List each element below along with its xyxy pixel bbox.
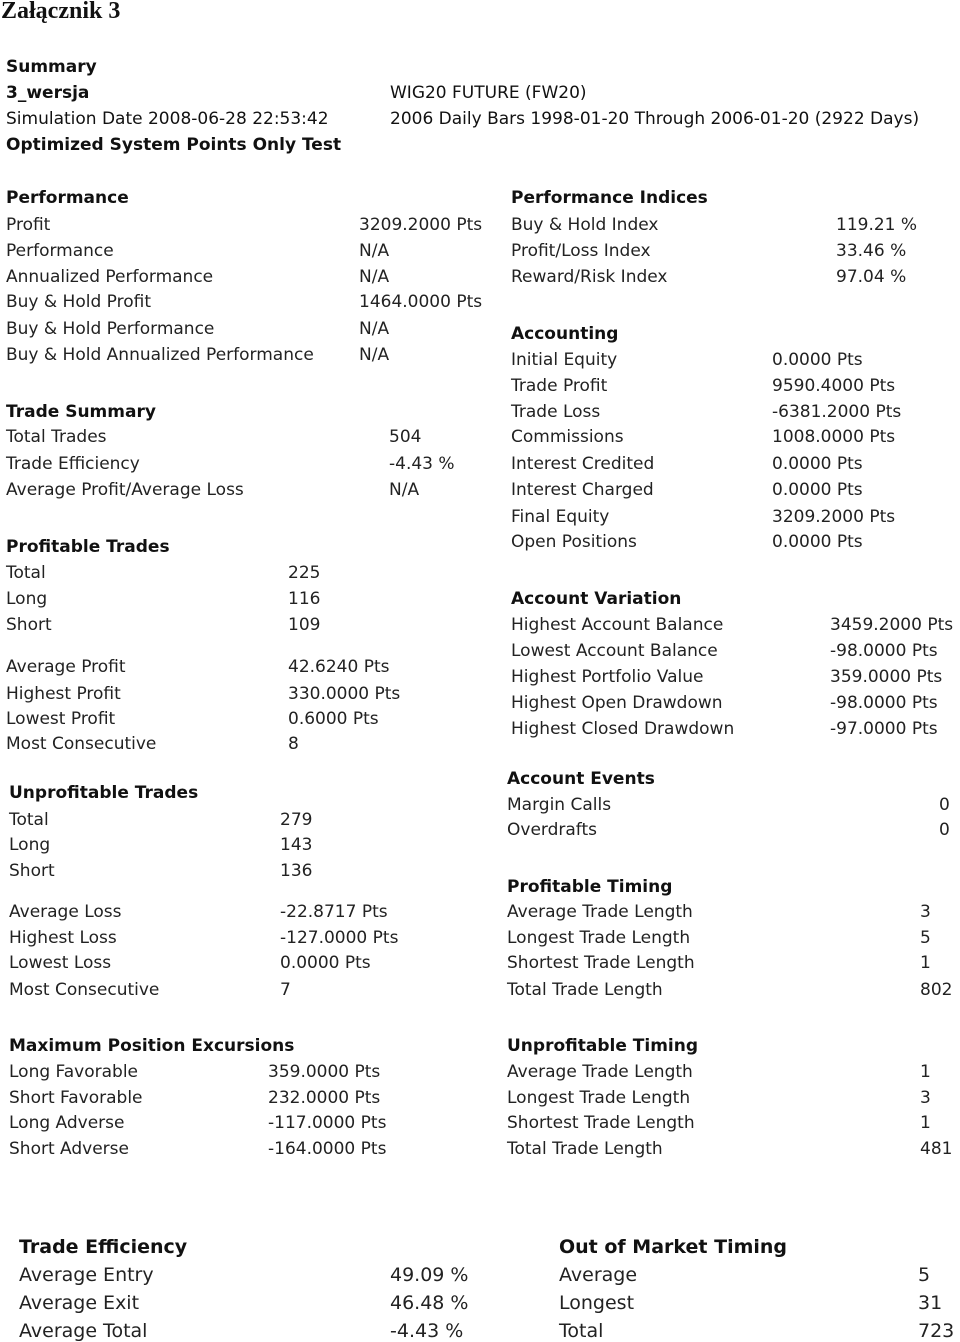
row-label: Profit/Loss Index (511, 241, 651, 261)
row-label: Average Trade Length (507, 1062, 693, 1082)
row-value: N/A (389, 480, 420, 500)
row-value: 0 (939, 795, 950, 815)
out-of-market-timing-header: Out of Market Timing (559, 1236, 788, 1258)
row-label: Lowest Loss (9, 953, 112, 973)
row-value: 1008.0000 Pts (772, 427, 896, 447)
row-value: 279 (280, 810, 313, 830)
row-label: Total Trade Length (507, 980, 663, 1000)
row-value: 5 (918, 1264, 931, 1286)
row-value: 0.0000 Pts (280, 953, 371, 973)
row-value: 0.0000 Pts (772, 454, 863, 474)
row-value: -127.0000 Pts (280, 928, 399, 948)
row-label: Lowest Account Balance (511, 641, 718, 661)
row-value: 0.6000 Pts (288, 709, 379, 729)
summary-header: Summary (6, 57, 97, 77)
row-value: -97.0000 Pts (830, 719, 938, 739)
row-label: Average Trade Length (507, 902, 693, 922)
account-variation-header: Account Variation (511, 589, 682, 609)
simulation-date: Simulation Date 2008-06-28 22:53:42 (6, 109, 329, 129)
row-label: Highest Closed Drawdown (511, 719, 735, 739)
row-label: Buy & Hold Performance (6, 319, 215, 339)
bars-range: 2006 Daily Bars 1998-01-20 Through 2006-01-20 (2922 Days) (390, 109, 920, 129)
row-label: Long (6, 589, 48, 609)
row-label: Buy & Hold Annualized Performance (6, 345, 314, 365)
row-value: 504 (389, 427, 422, 447)
row-value: 3209.2000 Pts (359, 215, 483, 235)
row-value: 3459.2000 Pts (830, 615, 954, 635)
row-label: Short (9, 861, 55, 881)
row-label: Longest Trade Length (507, 1088, 691, 1108)
row-label: Total (559, 1320, 604, 1342)
row-value: 330.0000 Pts (288, 684, 401, 704)
row-label: Total Trade Length (507, 1139, 663, 1159)
row-value: N/A (359, 267, 390, 287)
row-value: 481 (920, 1139, 953, 1159)
accounting-header: Accounting (511, 324, 619, 344)
row-value: 1464.0000 Pts (359, 292, 483, 312)
row-value: N/A (359, 241, 390, 261)
row-label: Annualized Performance (6, 267, 214, 287)
row-value: 1 (920, 953, 931, 973)
row-value: 7 (280, 980, 291, 1000)
row-label: Trade Profit (511, 376, 608, 396)
row-label: Total Trades (6, 427, 107, 447)
unprofitable-trades-header: Unprofitable Trades (9, 783, 199, 803)
row-label: Trade Efficiency (6, 454, 140, 474)
row-label: Shortest Trade Length (507, 953, 695, 973)
row-value: 723 (918, 1320, 955, 1342)
row-value: -117.0000 Pts (268, 1113, 387, 1133)
row-value: 1 (920, 1113, 931, 1133)
row-value: -98.0000 Pts (830, 641, 938, 661)
performance-header: Performance (6, 188, 129, 208)
row-value: 232.0000 Pts (268, 1088, 381, 1108)
row-label: Average Exit (19, 1292, 140, 1314)
row-value: -22.8717 Pts (280, 902, 388, 922)
row-value: -6381.2000 Pts (772, 402, 902, 422)
row-value: 802 (920, 980, 953, 1000)
max-position-excursions-header: Maximum Position Excursions (9, 1036, 295, 1056)
row-label: Final Equity (511, 507, 610, 527)
row-label: Average Profit (6, 657, 126, 677)
row-label: Trade Loss (511, 402, 601, 422)
row-label: Initial Equity (511, 350, 618, 370)
row-value: N/A (359, 345, 390, 365)
row-label: Highest Profit (6, 684, 121, 704)
row-label: Margin Calls (507, 795, 612, 815)
row-value: 33.46 % (836, 241, 907, 261)
row-value: 3209.2000 Pts (772, 507, 896, 527)
row-label: Buy & Hold Profit (6, 292, 152, 312)
profitable-trades-header: Profitable Trades (6, 537, 170, 557)
row-label: Commissions (511, 427, 624, 447)
row-value: 9590.4000 Pts (772, 376, 896, 396)
row-label: Overdrafts (507, 820, 597, 840)
row-value: 119.21 % (836, 215, 918, 235)
row-label: Shortest Trade Length (507, 1113, 695, 1133)
row-value: 42.6240 Pts (288, 657, 390, 677)
row-value: 136 (280, 861, 313, 881)
row-label: Total (6, 563, 46, 583)
instrument-name: WIG20 FUTURE (FW20) (390, 83, 587, 103)
row-value: 359.0000 Pts (830, 667, 943, 687)
row-value: 0 (939, 820, 950, 840)
row-value: 3 (920, 902, 931, 922)
row-value: 0.0000 Pts (772, 350, 863, 370)
row-label: Short Adverse (9, 1139, 129, 1159)
row-label: Average Loss (9, 902, 122, 922)
row-label: Average Profit/Average Loss (6, 480, 244, 500)
row-value: 3 (920, 1088, 931, 1108)
row-label: Interest Credited (511, 454, 655, 474)
row-label: Longest Trade Length (507, 928, 691, 948)
row-label: Average Entry (19, 1264, 154, 1286)
row-value: 359.0000 Pts (268, 1062, 381, 1082)
row-label: Most Consecutive (6, 734, 157, 754)
row-label: Reward/Risk Index (511, 267, 668, 287)
row-value: N/A (359, 319, 390, 339)
row-label: Buy & Hold Index (511, 215, 659, 235)
row-label: Profit (6, 215, 51, 235)
row-value: 31 (918, 1292, 943, 1314)
row-label: Highest Portfolio Value (511, 667, 704, 687)
row-label: Long (9, 835, 51, 855)
row-value: 46.48 % (390, 1292, 469, 1314)
document-title: Załącznik 3 (1, 0, 121, 24)
row-value: 0.0000 Pts (772, 480, 863, 500)
account-events-header: Account Events (507, 769, 655, 789)
row-value: 1 (920, 1062, 931, 1082)
row-value: 225 (288, 563, 321, 583)
row-value: -98.0000 Pts (830, 693, 938, 713)
row-value: 97.04 % (836, 267, 907, 287)
row-label: Short Favorable (9, 1088, 143, 1108)
row-label: Long Adverse (9, 1113, 125, 1133)
row-label: Total (9, 810, 49, 830)
row-value: 49.09 % (390, 1264, 469, 1286)
row-label: Most Consecutive (9, 980, 160, 1000)
row-label: Long Favorable (9, 1062, 139, 1082)
row-value: 143 (280, 835, 313, 855)
row-label: Average Total (19, 1320, 148, 1342)
row-value: -164.0000 Pts (268, 1139, 387, 1159)
row-value: -4.43 % (390, 1320, 464, 1342)
row-label: Average (559, 1264, 638, 1286)
row-label: Lowest Profit (6, 709, 116, 729)
row-label: Highest Loss (9, 928, 117, 948)
row-value: -4.43 % (389, 454, 455, 474)
trade-efficiency-header: Trade Efficiency (19, 1236, 188, 1258)
row-label: Longest (559, 1292, 635, 1314)
row-label: Performance (6, 241, 114, 261)
row-label: Highest Account Balance (511, 615, 724, 635)
row-label: Interest Charged (511, 480, 654, 500)
row-label: Open Positions (511, 532, 637, 552)
row-label: Short (6, 615, 52, 635)
row-label: Highest Open Drawdown (511, 693, 723, 713)
row-value: 109 (288, 615, 321, 635)
unprofitable-timing-header: Unprofitable Timing (507, 1036, 699, 1056)
trade-summary-header: Trade Summary (6, 402, 156, 422)
performance-indices-header: Performance Indices (511, 188, 708, 208)
row-value: 0.0000 Pts (772, 532, 863, 552)
system-name: 3_wersja (6, 83, 90, 103)
row-value: 116 (288, 589, 321, 609)
profitable-timing-header: Profitable Timing (507, 877, 673, 897)
row-value: 5 (920, 928, 931, 948)
test-type: Optimized System Points Only Test (6, 135, 342, 155)
row-value: 8 (288, 734, 299, 754)
